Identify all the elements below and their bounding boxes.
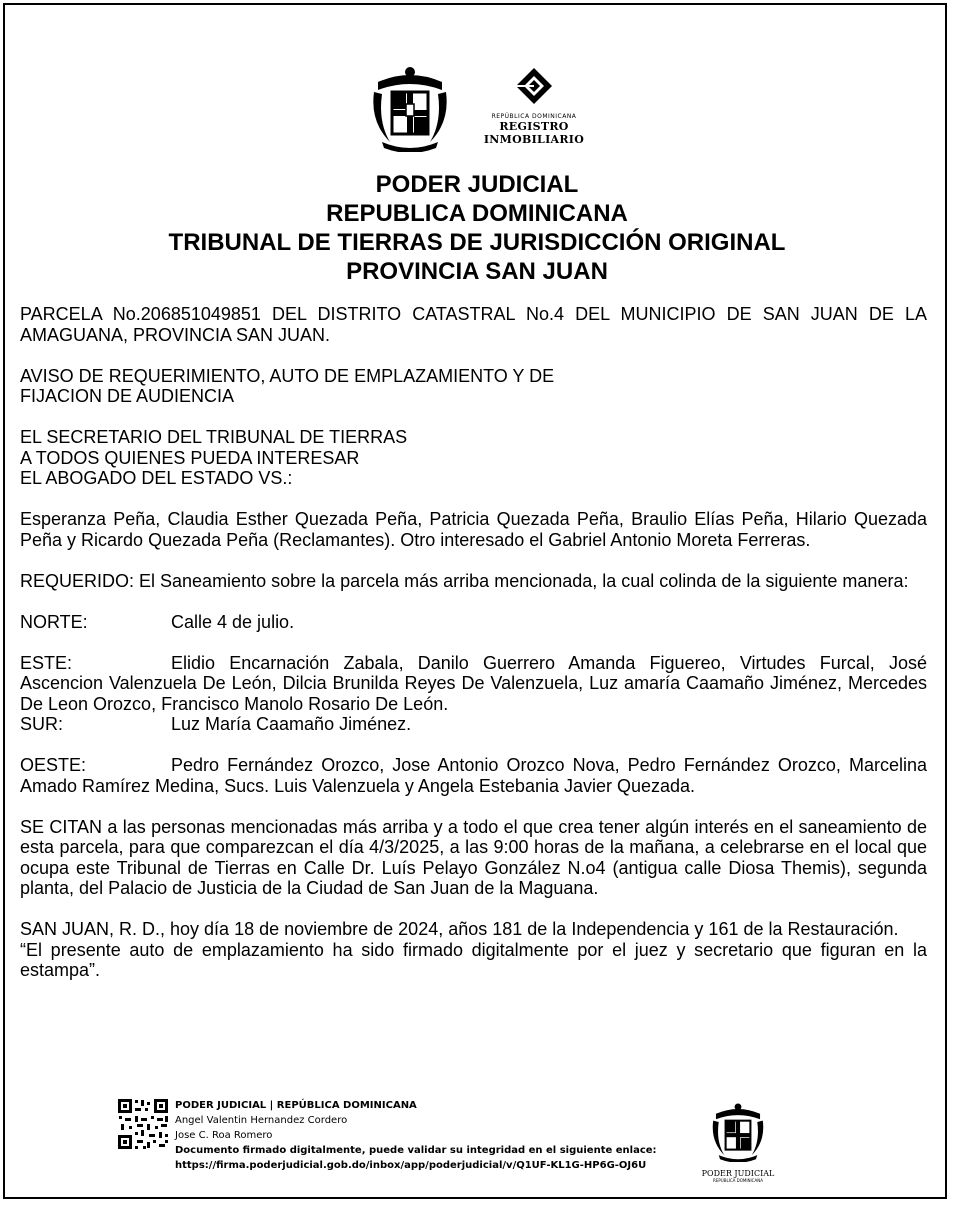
sur-paragraph <box>20 714 927 735</box>
document-header <box>0 170 954 286</box>
requerido-paragraph: REQUERIDO: El Saneamiento sobre la parcela más arriba mencionada, la cual colinda de la siguiente manera: <box>20 570 909 591</box>
sur-label: SUR: <box>20 714 64 734</box>
header-line-4: PROVINCIA SAN JUAN <box>346 258 608 285</box>
registro-country: REPÚBLICA DOMINICANA <box>491 113 577 120</box>
header-line-3: TRIBUNAL DE TIERRAS DE JURISDICCIÓN ORIGINAL <box>168 229 786 256</box>
footer-logo-name: PODER JUDICIAL <box>701 1169 775 1178</box>
registro-subtitle: INMOBILIARIO <box>483 133 585 146</box>
signature-line-1: PODER JUDICIAL | REPÚBLICA DOMINICANA <box>175 1100 417 1111</box>
reclamantes-paragraph: Esperanza Peña, Claudia Esther Quezada Peña, Patricia Quezada Peña, Braulio Elías Peña, Hilario Quezada Peña y Ricardo Quezada Peña (Reclamantes). Otro interesado el Gabriel Antonio Moreta Ferreras. <box>20 509 927 550</box>
este-label: ESTE: <box>20 652 73 673</box>
firmado-paragraph: “El presente auto de emplazamiento ha sido firmado digitalmente por el juez y secretario que figuran en la estampa”. <box>20 939 927 980</box>
registro-diamond-icon <box>514 66 554 106</box>
poder-judicial-footer-logo <box>698 1100 778 1190</box>
citan-paragraph: SE CITAN a las personas mencionadas más arriba y a todo el que crea tener algún interés en el saneamiento de esta parcela, para que comparezcan el día 4/3/2025, a las 9:00 horas de la mañana, a celebrarse en el local que ocupa este Tribunal de Tierras en Calle Dr. Luís Pelayo González N.o4 (antigua calle Diosa Themis), segunda planta, del Palacio de Justicia de la Ciudad de San Juan de la Maguana. <box>20 816 927 898</box>
qr-code-icon[interactable] <box>117 1098 169 1150</box>
oeste-label: OESTE: <box>20 755 87 775</box>
signature-validation-link[interactable]: https://firma.poderjudicial.gob.do/inbox/app/poderjudicial/v/Q1UF-KL1G-HP6G-OJ6U <box>175 1160 647 1171</box>
document-body <box>20 304 927 1001</box>
secretario-line-1: EL SECRETARIO DEL TRIBUNAL DE TIERRAS <box>20 427 408 447</box>
secretario-paragraph <box>20 427 927 489</box>
footer-logo-sub: REPÚBLICA DOMINICANA <box>713 1178 763 1183</box>
norte-paragraph <box>20 612 927 633</box>
signature-validation-note: Documento firmado digitalmente, puede validar su integridad en el siguiente enlace: <box>175 1145 657 1156</box>
signature-text <box>175 1098 695 1173</box>
secretario-line-2: A TODOS QUIENES PUEDA INTERESAR <box>20 447 360 468</box>
digital-signature-block <box>117 1098 677 1171</box>
signature-judge: Angel Valentin Hernandez Cordero <box>175 1115 348 1126</box>
header-line-1: PODER JUDICIAL <box>375 171 579 198</box>
este-value: Elidio Encarnación Zabala, Danilo Guerrero Amanda Figuereo, Virtudes Furcal, José Ascencion Valenzuela De León, Dilcia Brunilda Reyes De Valenzuela, Luz amaría Caamaño Jiménez, Mercedes De Leon Orozco, Francisco Manolo Rosario De León. <box>20 652 927 714</box>
este-paragraph <box>20 653 927 715</box>
coat-of-arms-icon <box>368 62 452 152</box>
sur-value: Luz María Caamaño Jiménez. <box>171 714 412 734</box>
aviso-line-2: FIJACION DE AUDIENCIA <box>20 386 235 406</box>
secretario-line-3: EL ABOGADO DEL ESTADO VS.: <box>20 468 293 488</box>
oeste-value: Pedro Fernández Orozco, Jose Antonio Orozco Nova, Pedro Fernández Orozco, Marcelina Amado Ramírez Medina, Sucs. Luis Valenzuela y Angela Estebania Javier Quezada. <box>20 755 927 796</box>
footer-coat-of-arms-icon <box>706 1100 770 1162</box>
registro-title: REGISTRO <box>499 120 569 133</box>
header-logos <box>0 58 954 158</box>
norte-value: Calle 4 de julio. <box>171 611 295 632</box>
header-line-2: REPUBLICA DOMINICANA <box>326 200 628 227</box>
oeste-paragraph <box>20 755 927 796</box>
aviso-paragraph <box>20 366 927 407</box>
registro-inmobiliario-logo <box>478 66 590 150</box>
norte-label: NORTE: <box>20 611 88 632</box>
aviso-line-1: AVISO DE REQUERIMIENTO, AUTO DE EMPLAZAMIENTO Y DE <box>20 365 555 386</box>
signature-secretary: Jose C. Roa Romero <box>175 1130 273 1141</box>
parcela-paragraph: PARCELA No.206851049851 DEL DISTRITO CATASTRAL No.4 DEL MUNICIPIO DE SAN JUAN DE LA AMAGUANA, PROVINCIA SAN JUAN. <box>20 304 927 345</box>
fecha-paragraph: SAN JUAN, R. D., hoy día 18 de noviembre de 2024, años 181 de la Independencia y 161 de la Restauración. <box>20 919 899 939</box>
